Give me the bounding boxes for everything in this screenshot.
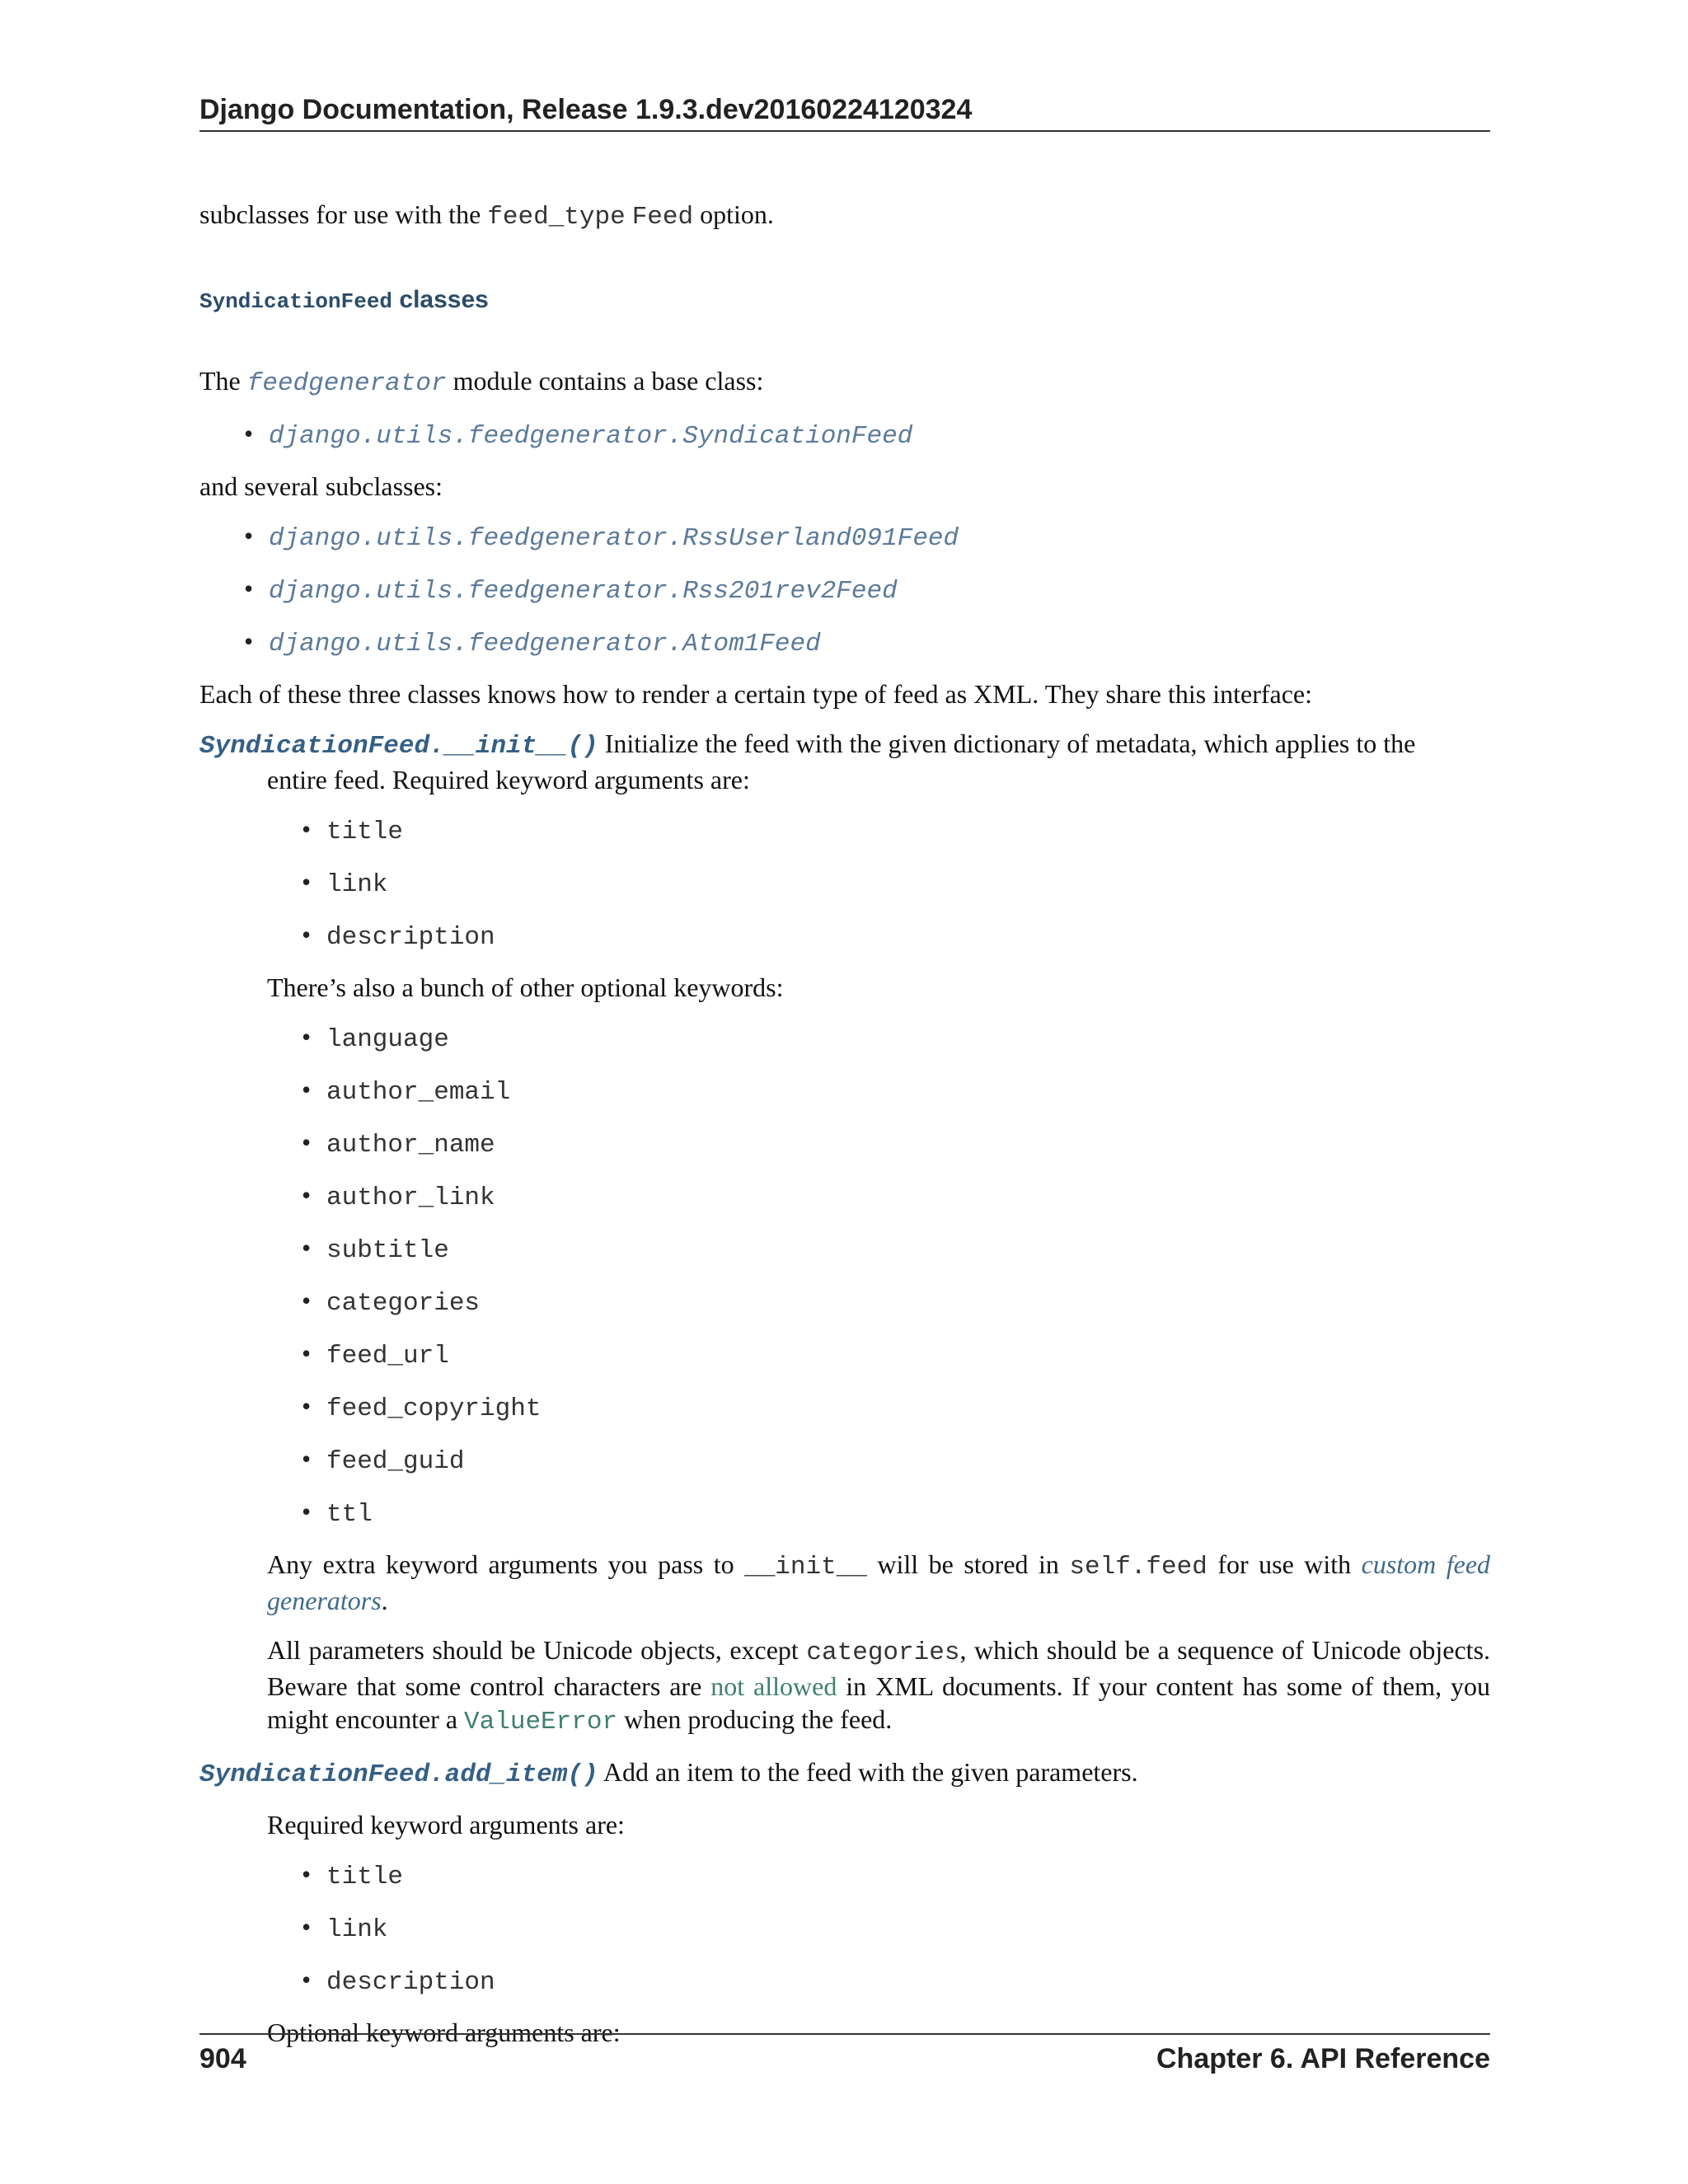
list-item bbox=[326, 1337, 1490, 1373]
optional-args-list bbox=[326, 1020, 1490, 1531]
init-method-name[interactable]: SyndicationFeed.__init__() bbox=[199, 732, 598, 761]
add-item-method-body bbox=[267, 1808, 1490, 2049]
page-content bbox=[199, 198, 1490, 2049]
list-item bbox=[326, 813, 1490, 849]
list-item bbox=[269, 572, 1490, 608]
arg-link: link bbox=[326, 1915, 388, 1944]
module-text-end: module contains a base class: bbox=[452, 366, 764, 396]
params-text: , which should be a sequence of Unicode objects. Beware that some control characters are bbox=[267, 1635, 1491, 1701]
list-item bbox=[326, 1020, 1490, 1057]
inline-code: self.feed bbox=[1069, 1553, 1207, 1582]
atom1feed-link[interactable]: django.utils.feedgenerator.Atom1Feed bbox=[269, 630, 821, 658]
list-item bbox=[326, 1963, 1490, 1999]
inline-code: feed_type bbox=[487, 203, 626, 232]
section-heading bbox=[199, 284, 1490, 318]
rssuserland091feed-link[interactable]: django.utils.feedgenerator.RssUserland091Feed bbox=[269, 524, 959, 553]
list-item bbox=[326, 1284, 1490, 1320]
list-item bbox=[326, 1073, 1490, 1109]
list-item bbox=[326, 865, 1490, 902]
valueerror-link[interactable]: ValueError bbox=[464, 1708, 618, 1736]
interface-paragraph: Each of these three classes knows how to render a certain type of feed as XML. They share this interface: bbox=[199, 679, 1312, 709]
arg-title: title bbox=[326, 1863, 404, 1891]
arg-categories: categories bbox=[326, 1289, 481, 1318]
arg-subtitle: subtitle bbox=[326, 1236, 449, 1265]
header-title: Django Documentation, Release 1.9.3.dev20160224120324 bbox=[199, 94, 973, 125]
inline-code: categories bbox=[806, 1638, 960, 1667]
add-item-optional-intro: Optional keyword arguments are: bbox=[267, 2018, 621, 2047]
add-item-required-list bbox=[326, 1858, 1490, 1999]
page-header bbox=[199, 92, 1490, 132]
extra-text: Any extra keyword arguments you pass to bbox=[267, 1549, 734, 1579]
init-method-signature bbox=[199, 727, 1490, 763]
list-item bbox=[326, 1126, 1490, 1162]
subclasses-intro: and several subclasses: bbox=[199, 471, 443, 501]
add-item-method-desc: Add an item to the feed with the given parameters. bbox=[603, 1757, 1138, 1787]
syndicationfeed-link[interactable]: django.utils.feedgenerator.SyndicationFeed bbox=[269, 422, 913, 451]
section-heading-code: SyndicationFeed bbox=[199, 289, 393, 314]
params-text: All parameters should be Unicode objects, except bbox=[267, 1635, 799, 1665]
extra-text: for use with bbox=[1217, 1549, 1352, 1579]
page-footer bbox=[199, 2033, 1490, 2076]
chapter-title: Chapter 6. API Reference bbox=[1156, 2043, 1490, 2074]
inline-code: __init__ bbox=[744, 1553, 867, 1582]
intro-text: subclasses for use with the bbox=[199, 199, 481, 229]
rss201rev2feed-link[interactable]: django.utils.feedgenerator.Rss201rev2Feed bbox=[269, 577, 898, 606]
list-item bbox=[326, 1858, 1490, 1894]
module-paragraph bbox=[199, 364, 1490, 401]
required-args-list bbox=[326, 813, 1490, 954]
list-item bbox=[269, 519, 1490, 555]
list-item bbox=[326, 1390, 1490, 1426]
subclass-list bbox=[269, 519, 1490, 661]
custom-feed-generators-link[interactable]: custom feed generators bbox=[267, 1549, 1491, 1615]
list-item bbox=[269, 417, 1490, 453]
init-method-body bbox=[267, 763, 1490, 1739]
extra-kwargs-paragraph bbox=[267, 1548, 1490, 1617]
arg-description: description bbox=[326, 1968, 495, 1997]
extra-text: will be stored in bbox=[877, 1549, 1059, 1579]
params-text-end: when producing the feed. bbox=[624, 1704, 893, 1734]
list-item bbox=[269, 625, 1490, 661]
arg-author-name: author_name bbox=[326, 1131, 495, 1160]
not-allowed-link[interactable]: not allowed bbox=[710, 1671, 837, 1701]
arg-language: language bbox=[326, 1025, 449, 1054]
init-method-desc-cont: entire feed. Required keyword arguments are: bbox=[267, 765, 750, 794]
intro-paragraph bbox=[199, 198, 1490, 234]
params-paragraph bbox=[267, 1633, 1490, 1739]
list-item bbox=[326, 918, 1490, 954]
arg-feed-copyright: feed_copyright bbox=[326, 1394, 542, 1423]
inline-code: Feed bbox=[631, 203, 694, 232]
list-item bbox=[326, 1910, 1490, 1947]
add-item-method-name[interactable]: SyndicationFeed.add_item() bbox=[199, 1760, 598, 1789]
add-item-required-intro: Required keyword arguments are: bbox=[267, 1810, 625, 1840]
list-item bbox=[326, 1495, 1490, 1531]
optional-intro: There’s also a bunch of other optional keywords: bbox=[267, 972, 784, 1002]
section-heading-text: classes bbox=[399, 286, 489, 313]
arg-title: title bbox=[326, 818, 404, 846]
arg-author-link: author_link bbox=[326, 1183, 495, 1212]
arg-author-email: author_email bbox=[326, 1078, 511, 1107]
init-method-desc: Initialize the feed with the given dictionary of metadata, which applies to the bbox=[604, 729, 1416, 758]
base-class-list bbox=[269, 417, 1490, 453]
arg-description: description bbox=[326, 923, 495, 952]
arg-feed-url: feed_url bbox=[326, 1342, 449, 1371]
list-item bbox=[326, 1231, 1490, 1268]
add-item-method-signature bbox=[199, 1755, 1490, 1792]
init-method-definition bbox=[199, 727, 1490, 1739]
intro-text-end: option. bbox=[700, 199, 774, 229]
add-item-method-definition bbox=[199, 1755, 1490, 2049]
module-text: The bbox=[199, 366, 241, 396]
document-page bbox=[199, 0, 1490, 2184]
feedgenerator-link[interactable]: feedgenerator bbox=[246, 369, 447, 398]
arg-ttl: ttl bbox=[326, 1500, 373, 1529]
page-number: 904 bbox=[199, 2043, 246, 2074]
list-item bbox=[326, 1442, 1490, 1479]
arg-feed-guid: feed_guid bbox=[326, 1447, 465, 1476]
params-text: in XML documents. If your content has some of them, you might encounter a bbox=[267, 1671, 1491, 1734]
extra-text-end: . bbox=[381, 1586, 388, 1615]
arg-link: link bbox=[326, 870, 388, 899]
list-item bbox=[326, 1179, 1490, 1215]
